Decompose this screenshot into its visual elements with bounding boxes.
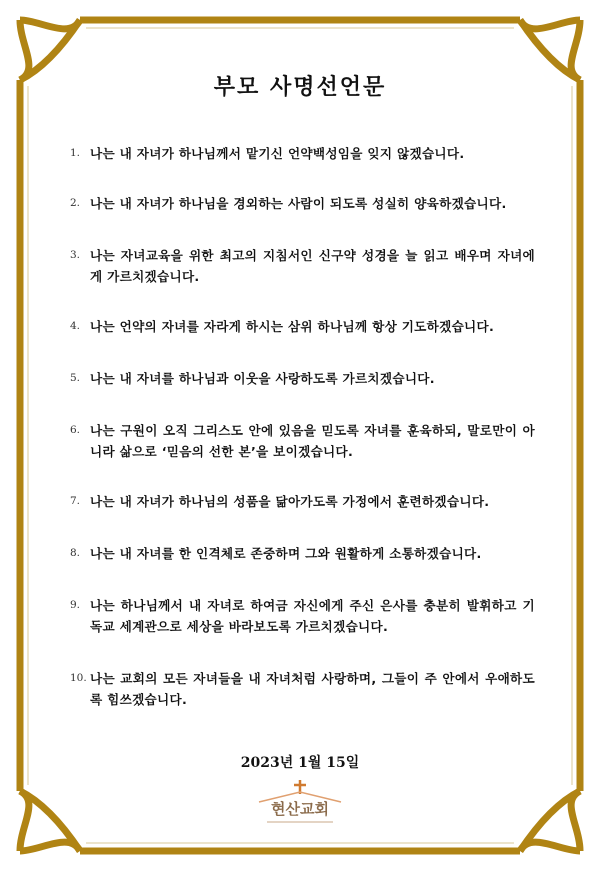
item-number: 7. — [70, 495, 81, 507]
item-text: 나는 하나님께서 내 자녀로 하여금 자신에게 주신 은사를 충분히 발휘하고 기독교 세계관으로 세상을 바라보도록 가르치겠습니다. — [90, 598, 535, 634]
list-item — [70, 420, 535, 462]
list-item — [70, 193, 535, 214]
item-text: 나는 언약의 자녀를 자라게 하시는 삼위 하나님께 항상 기도하겠습니다. — [90, 319, 495, 334]
item-number: 8. — [70, 547, 81, 559]
item-text: 나는 내 자녀를 하나님과 이웃을 사랑하도록 가르치겠습니다. — [90, 371, 435, 386]
church-name: 현산교회 — [271, 800, 329, 818]
list-item — [70, 143, 535, 164]
list-item — [70, 368, 535, 389]
list-item — [70, 245, 535, 287]
item-text: 나는 내 자녀가 하나님을 경외하는 사람이 되도록 성실히 양육하겠습니다. — [90, 196, 507, 211]
item-text: 나는 교회의 모든 자녀들을 내 자녀처럼 사랑하며, 그들이 주 안에서 우애하도록 힘쓰겠습니다. — [90, 671, 535, 707]
list-item — [70, 543, 535, 564]
item-number: 3. — [70, 249, 81, 261]
item-number: 2. — [70, 197, 81, 209]
date: 2023년 1월 15일 — [240, 755, 360, 771]
list-item — [70, 668, 535, 710]
item-text: 나는 내 자녀가 하나님의 성품을 닮아가도록 가정에서 훈련하겠습니다. — [90, 494, 490, 509]
list-item — [70, 491, 535, 512]
item-number: 1. — [70, 147, 81, 159]
item-number: 9. — [70, 599, 81, 611]
list-item — [70, 595, 535, 637]
item-text: 나는 내 자녀가 하나님께서 맡기신 언약백성임을 잊지 않겠습니다. — [90, 146, 465, 161]
item-number: 10. — [70, 672, 87, 684]
page-title: 부모 사명선언문 — [213, 75, 387, 100]
item-number: 4. — [70, 320, 81, 332]
list-item — [70, 316, 535, 337]
church-logo — [255, 780, 345, 825]
item-text: 나는 자녀교육을 위한 최고의 지침서인 신구약 성경을 늘 읽고 배우며 자녀에게 가르치겠습니다. — [90, 248, 535, 284]
item-text: 나는 구원이 오직 그리스도 안에 있음을 믿도록 자녀를 훈육하되, 말로만이 아니라 삶으로 ‘믿음의 선한 본’을 보이겠습니다. — [90, 423, 535, 459]
item-number: 5. — [70, 372, 81, 384]
item-text: 나는 내 자녀를 한 인격체로 존중하며 그와 원활하게 소통하겠습니다. — [90, 546, 482, 561]
item-number: 6. — [70, 424, 81, 436]
